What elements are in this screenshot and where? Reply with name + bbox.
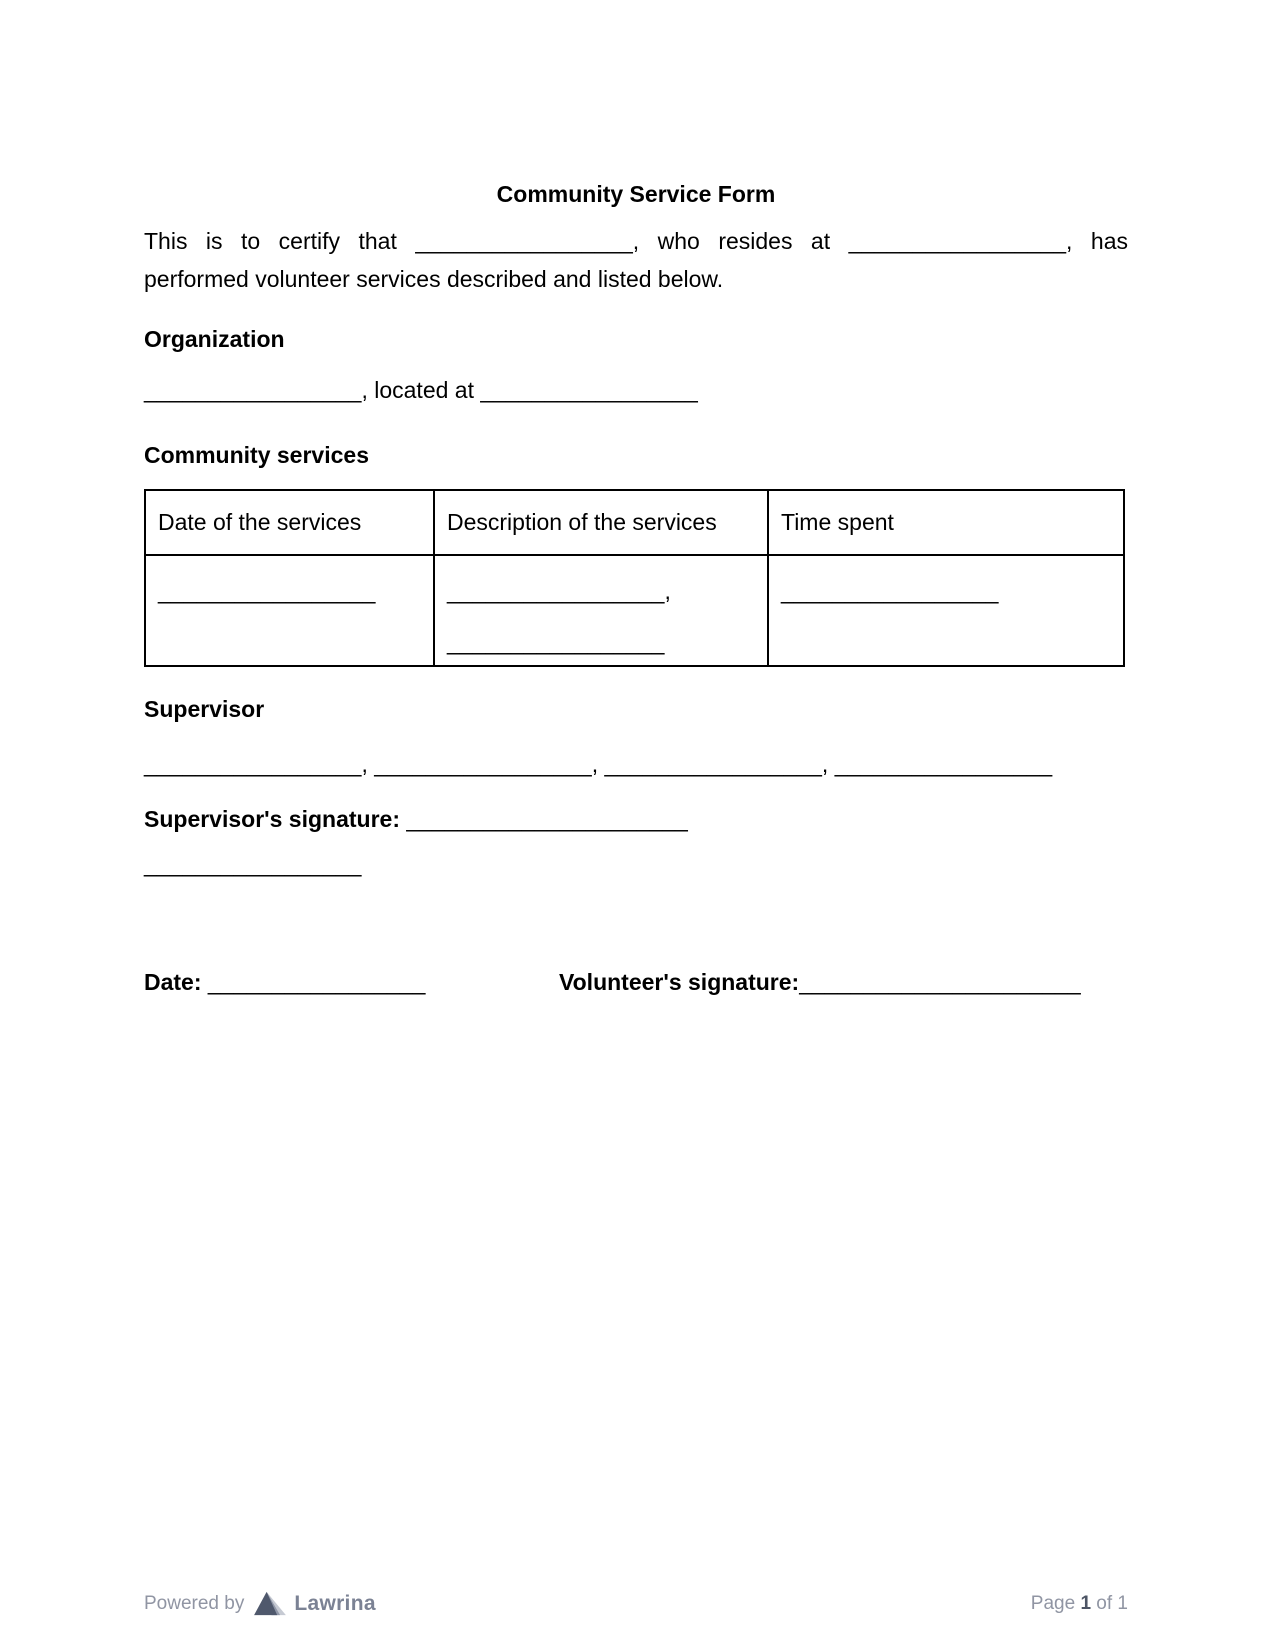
lawrina-wordmark: Lawrina bbox=[294, 1591, 376, 1615]
intro-line-1: This is to certify that _________________, who resides at _________________, has bbox=[144, 228, 1128, 254]
page-indicator bbox=[1031, 1592, 1128, 1616]
page-total: of 1 bbox=[1091, 1592, 1128, 1614]
community-services-heading: Community services bbox=[144, 442, 369, 468]
table-header-row bbox=[145, 490, 1124, 555]
description-blank-line-2: _________________ bbox=[447, 629, 665, 655]
supervisor-extra-blank: _________________ bbox=[144, 851, 362, 877]
column-header-date: Date of the services bbox=[145, 490, 434, 555]
table-row bbox=[145, 555, 1124, 666]
date-line bbox=[144, 963, 559, 1001]
organization-heading: Organization bbox=[144, 326, 285, 352]
cell-date-blank: _________________ bbox=[145, 555, 434, 666]
date-and-volunteer-signature-row bbox=[144, 963, 1128, 1001]
supervisor-heading: Supervisor bbox=[144, 696, 265, 722]
column-header-description: Description of the services bbox=[434, 490, 768, 555]
volunteer-signature-label: Volunteer's signature: bbox=[559, 969, 800, 995]
volunteer-signature-line bbox=[559, 963, 1081, 1001]
supervisor-blanks-line: _________________, _________________, _________________, _________________ bbox=[144, 751, 1053, 777]
supervisor-signature-label: Supervisor's signature: bbox=[144, 806, 407, 832]
cell-time-blank: _________________ bbox=[768, 555, 1124, 666]
cell-description-blank bbox=[434, 555, 768, 666]
volunteer-signature-blank: ______________________ bbox=[799, 969, 1081, 995]
supervisor-signature-line bbox=[144, 800, 1128, 838]
page-footer bbox=[144, 1590, 1128, 1617]
intro-line-2: performed volunteer services described and listed below. bbox=[144, 266, 724, 292]
date-label: Date: bbox=[144, 969, 208, 995]
page-label: Page bbox=[1030, 1592, 1081, 1614]
lawrina-mountain-icon bbox=[253, 1590, 286, 1617]
date-blank: _________________ bbox=[207, 969, 426, 995]
intro-paragraph bbox=[144, 222, 1128, 298]
organization-blank-line: _________________, located at _________________ bbox=[144, 377, 698, 403]
community-services-table bbox=[144, 489, 1125, 667]
document-title: Community Service Form bbox=[496, 181, 776, 207]
column-header-time-spent: Time spent bbox=[768, 490, 1124, 555]
description-blank-line-1: _________________, bbox=[447, 578, 671, 604]
document-content bbox=[144, 0, 1128, 1001]
page-number: 1 bbox=[1080, 1592, 1092, 1614]
powered-by-label: Powered by bbox=[144, 1592, 245, 1614]
supervisor-signature-blank: ______________________ bbox=[406, 806, 688, 832]
